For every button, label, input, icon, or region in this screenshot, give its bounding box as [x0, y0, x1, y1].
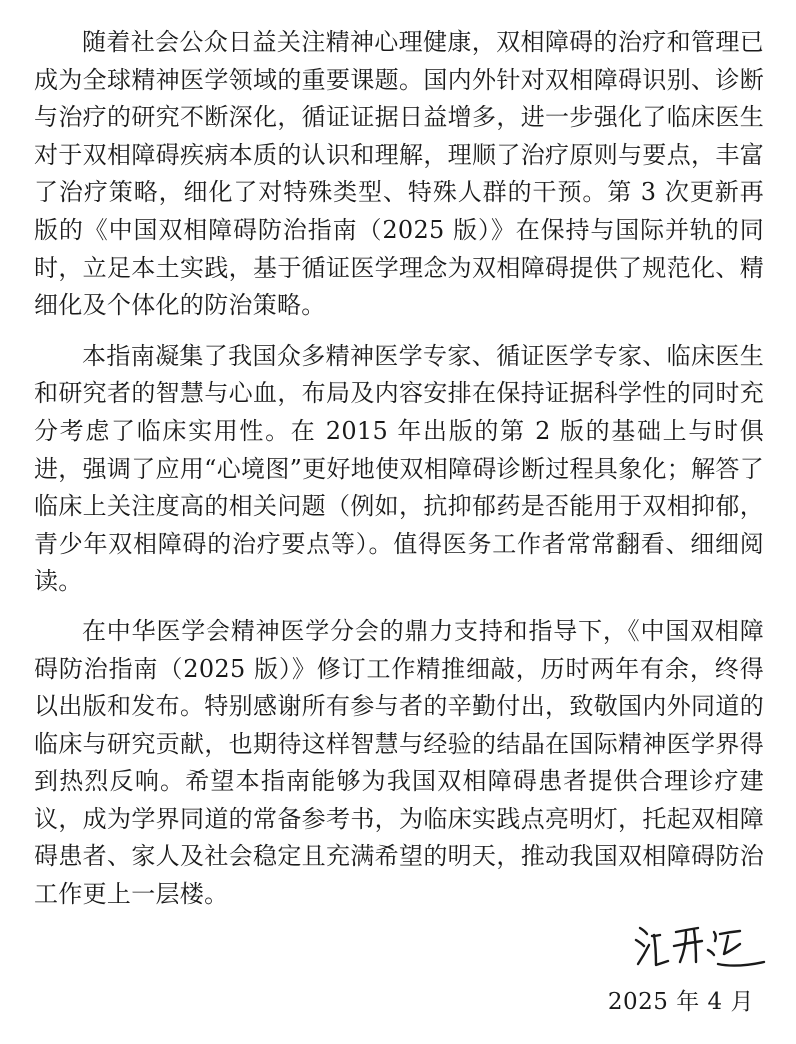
handwritten-signature — [630, 920, 770, 976]
paragraph-1: 随着社会公众日益关注精神心理健康，双相障碍的治疗和管理已成为全球精神医学领域的重要课题。国内外针对双相障碍识别、诊断与治疗的研究不断深化，循证证据日益增多，进一步强化了临床医生对于双相障碍疾病本质的认识和理解，理顺了治疗原则与要点，丰富了治疗策略，细化了对特殊类型、特殊人群的干预。第 3 次更新再版的《中国双相障碍防治指南（2025 版）》在保持与国际并轨的同时，立足本土实践，基于循证医学理念为双相障碍提供了规范化、精细化及个体化的防治策略。 — [34, 28, 764, 320]
paragraph-3: 在中华医学会精神医学分会的鼎力支持和指导下，《中国双相障碍防治指南（2025 版）》修订工作精推细敲，历时两年有余，终得以出版和发布。特别感谢所有参与者的辛勤付出，致敬国内外同道的临床与研究贡献，也期待这样智慧与经验的结晶在国际精神医学界得到热烈反响。希望本指南能够为我国双相障碍患者提供合理诊疗建议，成为学界同道的常备参考书，为临床实践点亮明灯，托起双相障碍患者、家人及社会稳定且充满希望的明天，推动我国双相障碍防治工作更上一层楼。 — [34, 616, 764, 909]
paragraph-2: 本指南凝集了我国众多精神医学专家、循证医学专家、临床医生和研究者的智慧与心血，布局及内容安排在保持证据科学性的同时充分考虑了临床实用性。在 2015 年出版的第 2 版的基础上与时俱进，强调了应用“心境图”更好地使双相障碍诊断过程具象化；解答了临床上关注度高的相关问题（例如，抗抑郁药是否能用于双相抑郁，青少年双相障碍的治疗要点等）。值得医务工作者常常翻看、细细阅读。 — [34, 341, 764, 596]
date-line: 2025 年 4 月 — [607, 989, 754, 1015]
preface-body — [34, 24, 764, 914]
